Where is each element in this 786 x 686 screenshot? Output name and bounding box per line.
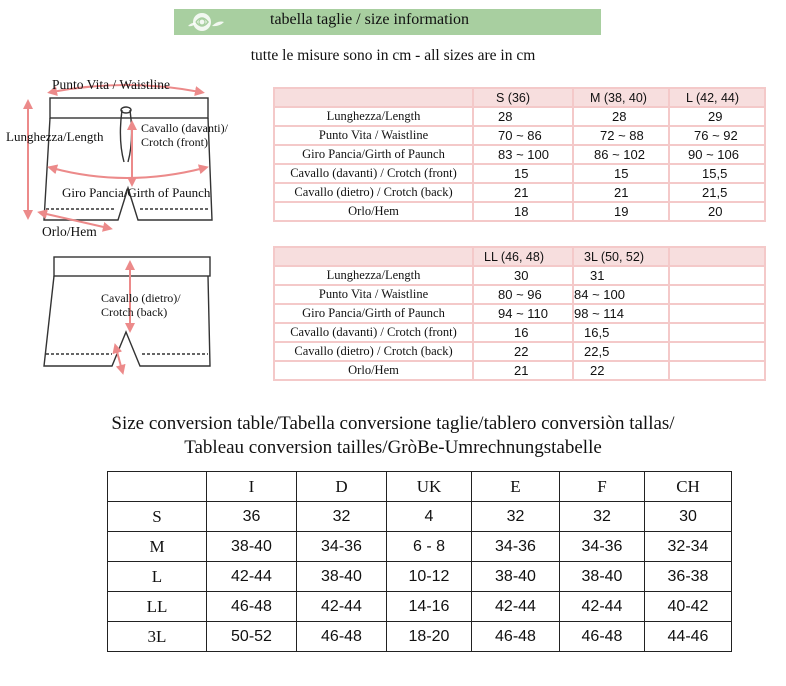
table-cell: [669, 304, 765, 323]
table-cell: 36: [207, 502, 297, 532]
rose-icon: [182, 10, 228, 34]
table-row: [274, 107, 765, 126]
table-cell: 80 ~ 96: [473, 285, 573, 304]
table-cell: 4: [387, 502, 472, 532]
row-label: Punto Vita / Waistline: [274, 126, 473, 145]
table-cell: 38-40: [560, 562, 645, 592]
column-header: UK: [387, 472, 472, 502]
row-label: Cavallo (davanti) / Crotch (front): [274, 323, 473, 342]
table-row: [108, 562, 732, 592]
table-cell: 38-40: [297, 562, 387, 592]
table-header-empty: [274, 88, 473, 107]
table-cell: 42-44: [297, 592, 387, 622]
conversion-title-line1: Size conversion table/Tabella conversione taglie/tablero conversiòn tallas/: [111, 413, 675, 434]
row-size-label: S: [108, 502, 207, 532]
column-header: E: [472, 472, 560, 502]
row-label: Lunghezza/Length: [274, 107, 473, 126]
row-label: Cavallo (dietro) / Crotch (back): [274, 183, 473, 202]
table-cell: 40-42: [645, 592, 732, 622]
table-header-cell: LL (46, 48): [473, 247, 573, 266]
table-cell: 34-36: [297, 532, 387, 562]
column-header: I: [207, 472, 297, 502]
table-row: [274, 126, 765, 145]
table-cell: [669, 342, 765, 361]
table-cell: 29: [669, 107, 765, 126]
table-header-cell: L (42, 44): [669, 88, 765, 107]
table-cell: 18: [473, 202, 573, 221]
table-row: [274, 285, 765, 304]
table-cell: 22: [573, 361, 669, 380]
table-cell: 90 ~ 106: [669, 145, 765, 164]
conversion-title-line2: Tableau conversion tailles/GròBe-Umrechnungstabelle: [184, 437, 602, 458]
table-cell: 72 ~ 88: [573, 126, 669, 145]
table-header-row: [108, 472, 732, 502]
header-bar: [174, 9, 601, 35]
diagram-label-length: Lunghezza/Length: [6, 129, 104, 144]
column-header: CH: [645, 472, 732, 502]
table-cell: 42-44: [472, 592, 560, 622]
table-cell: 38-40: [207, 532, 297, 562]
table-row: [108, 532, 732, 562]
table-cell: 32-34: [645, 532, 732, 562]
table-cell: 32: [472, 502, 560, 532]
table-cell: 46-48: [297, 622, 387, 652]
diagram-label-paunch: Giro Pancia/Girth of Paunch: [62, 185, 211, 200]
table-cell: 18-20: [387, 622, 472, 652]
table-cell: 32: [560, 502, 645, 532]
table-cell: 98 ~ 114: [573, 304, 669, 323]
diagram-label-crotch-back-1: Cavallo (dietro)/: [101, 291, 181, 305]
table-row: [108, 592, 732, 622]
table-cell: 15,5: [669, 164, 765, 183]
table-cell: 15: [573, 164, 669, 183]
table-cell: [669, 285, 765, 304]
table-row: [108, 622, 732, 652]
table-cell: 21: [473, 183, 573, 202]
table-cell: 70 ~ 86: [473, 126, 573, 145]
column-header: F: [560, 472, 645, 502]
table-cell: 28: [473, 107, 573, 126]
table-cell: 20: [669, 202, 765, 221]
table-cell: 15: [473, 164, 573, 183]
table-row: [274, 323, 765, 342]
table-cell: 19: [573, 202, 669, 221]
table-cell: 46-48: [207, 592, 297, 622]
diagram-label-hem: Orlo/Hem: [42, 224, 97, 239]
table-header-cell: [669, 247, 765, 266]
row-label: Lunghezza/Length: [274, 266, 473, 285]
table-cell: 76 ~ 92: [669, 126, 765, 145]
table-cell: 84 ~ 100: [573, 285, 669, 304]
table-header-cell: S (36): [473, 88, 573, 107]
row-size-label: 3L: [108, 622, 207, 652]
row-label: Giro Pancia/Girth of Paunch: [274, 304, 473, 323]
table-cell: 94 ~ 110: [473, 304, 573, 323]
table-cell: 34-36: [472, 532, 560, 562]
row-size-label: L: [108, 562, 207, 592]
table-row: [274, 164, 765, 183]
table-cell: 21,5: [669, 183, 765, 202]
table-header-cell: 3L (50, 52): [573, 247, 669, 266]
table-cell: 16,5: [573, 323, 669, 342]
table-cell: 42-44: [560, 592, 645, 622]
row-label: Giro Pancia/Girth of Paunch: [274, 145, 473, 164]
table-cell: 30: [645, 502, 732, 532]
table-row: [274, 202, 765, 221]
row-label: Orlo/Hem: [274, 202, 473, 221]
table-header-empty: [274, 247, 473, 266]
front-shorts-outline: [44, 98, 212, 220]
table-cell: 6 - 8: [387, 532, 472, 562]
table-cell: 42-44: [207, 562, 297, 592]
table-header-row: [274, 88, 765, 107]
table-row: [274, 342, 765, 361]
table-row: [274, 304, 765, 323]
table-cell: 46-48: [472, 622, 560, 652]
table-cell: 21: [573, 183, 669, 202]
table-row: [274, 361, 765, 380]
table-cell: [669, 361, 765, 380]
row-label: Punto Vita / Waistline: [274, 285, 473, 304]
table-cell: 22: [473, 342, 573, 361]
diagram-label-waistline: Punto Vita / Waistline: [52, 77, 170, 92]
diagram-label-crotch-front-2: Crotch (front): [141, 135, 208, 149]
row-label: Cavallo (dietro) / Crotch (back): [274, 342, 473, 361]
table-cell: 50-52: [207, 622, 297, 652]
page-title: tabella taglie / size information: [270, 11, 470, 28]
table-cell: 38-40: [472, 562, 560, 592]
table-cell: 46-48: [560, 622, 645, 652]
table-cell: 83 ~ 100: [473, 145, 573, 164]
row-size-label: M: [108, 532, 207, 562]
table-cell: 16: [473, 323, 573, 342]
table-cell: 14-16: [387, 592, 472, 622]
table-cell: 86 ~ 102: [573, 145, 669, 164]
page-subtitle: tutte le misure sono in cm - all sizes are in cm: [250, 47, 536, 64]
table-cell: 28: [573, 107, 669, 126]
shorts-illustration: [0, 70, 260, 390]
table-header-row: [274, 247, 765, 266]
table-cell: 22,5: [573, 342, 669, 361]
table-row: [274, 145, 765, 164]
table-cell: 44-46: [645, 622, 732, 652]
size-conversion-table: [107, 471, 732, 652]
table-row: [274, 266, 765, 285]
row-label: Orlo/Hem: [274, 361, 473, 380]
table-cell: 36-38: [645, 562, 732, 592]
table-cell: 34-36: [560, 532, 645, 562]
table-row: [108, 502, 732, 532]
table-cell: [669, 266, 765, 285]
table-cell: 10-12: [387, 562, 472, 592]
diagram-label-crotch-back-2: Crotch (back): [101, 305, 168, 319]
diagram-label-crotch-front-1: Cavallo (davanti)/: [141, 121, 228, 135]
column-header: D: [297, 472, 387, 502]
table-header-cell: M (38, 40): [573, 88, 669, 107]
shorts-diagram: [0, 70, 260, 390]
row-label: Cavallo (davanti) / Crotch (front): [274, 164, 473, 183]
table-cell: 31: [573, 266, 669, 285]
table-cell: 30: [473, 266, 573, 285]
size-table-ll-3l: [273, 246, 766, 381]
size-table-s-m-l: [273, 87, 766, 222]
table-cell: [669, 323, 765, 342]
column-header: [108, 472, 207, 502]
table-cell: 21: [473, 361, 573, 380]
row-size-label: LL: [108, 592, 207, 622]
table-cell: 32: [297, 502, 387, 532]
table-row: [274, 183, 765, 202]
